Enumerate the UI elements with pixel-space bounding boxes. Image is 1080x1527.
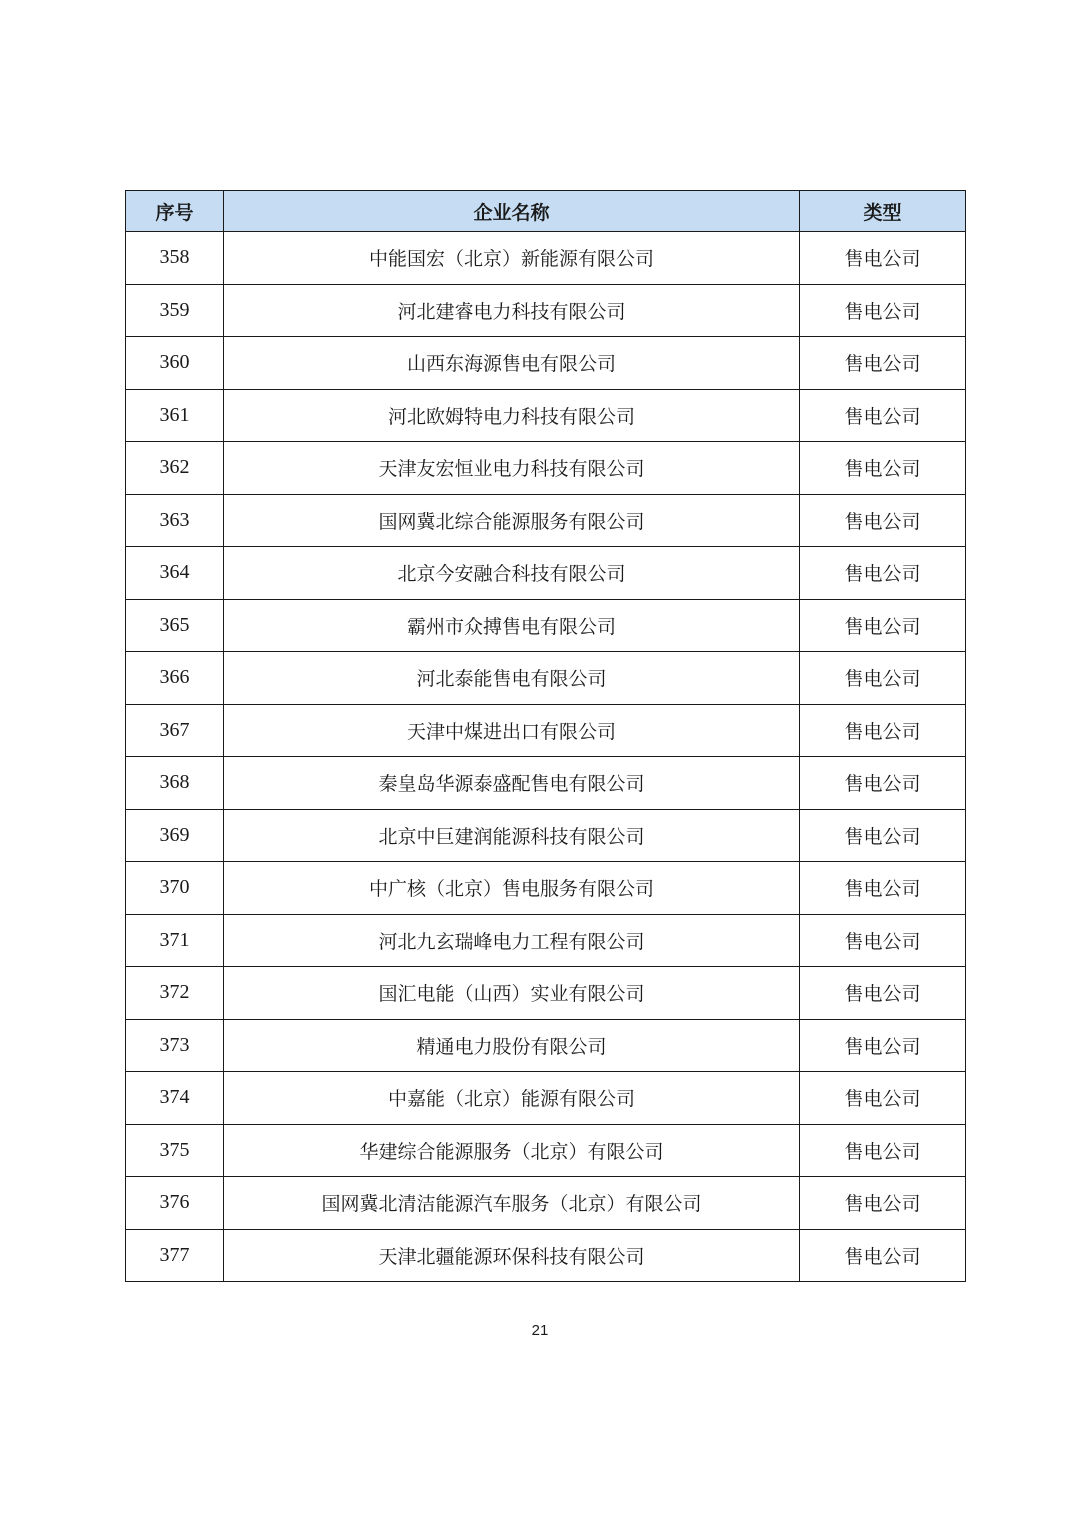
cell-company-name: 国汇电能（山西）实业有限公司 xyxy=(224,967,800,1020)
cell-type: 售电公司 xyxy=(800,1229,966,1282)
cell-serial-number: 367 xyxy=(126,704,224,757)
table-row xyxy=(126,1177,966,1230)
cell-company-name: 天津北疆能源环保科技有限公司 xyxy=(224,1229,800,1282)
cell-type: 售电公司 xyxy=(800,967,966,1020)
cell-type: 售电公司 xyxy=(800,389,966,442)
cell-company-name: 河北欧姆特电力科技有限公司 xyxy=(224,389,800,442)
table-row xyxy=(126,232,966,285)
header-serial-number: 序号 xyxy=(126,191,224,232)
table-row xyxy=(126,914,966,967)
cell-company-name: 中能国宏（北京）新能源有限公司 xyxy=(224,232,800,285)
cell-serial-number: 370 xyxy=(126,862,224,915)
table-row xyxy=(126,599,966,652)
cell-type: 售电公司 xyxy=(800,809,966,862)
cell-company-name: 北京中巨建润能源科技有限公司 xyxy=(224,809,800,862)
cell-serial-number: 376 xyxy=(126,1177,224,1230)
cell-company-name: 国网冀北综合能源服务有限公司 xyxy=(224,494,800,547)
cell-serial-number: 368 xyxy=(126,757,224,810)
cell-serial-number: 364 xyxy=(126,547,224,600)
cell-type: 售电公司 xyxy=(800,652,966,705)
table-row xyxy=(126,389,966,442)
page-number: 21 xyxy=(531,1322,549,1339)
cell-serial-number: 360 xyxy=(126,337,224,390)
company-list-table xyxy=(125,190,966,1282)
table-row xyxy=(126,1229,966,1282)
cell-type: 售电公司 xyxy=(800,704,966,757)
table-row xyxy=(126,862,966,915)
cell-company-name: 中广核（北京）售电服务有限公司 xyxy=(224,862,800,915)
cell-type: 售电公司 xyxy=(800,547,966,600)
cell-type: 售电公司 xyxy=(800,1177,966,1230)
cell-serial-number: 374 xyxy=(126,1072,224,1125)
table-row xyxy=(126,1124,966,1177)
cell-serial-number: 375 xyxy=(126,1124,224,1177)
cell-serial-number: 365 xyxy=(126,599,224,652)
cell-serial-number: 363 xyxy=(126,494,224,547)
table-row xyxy=(126,809,966,862)
cell-company-name: 华建综合能源服务（北京）有限公司 xyxy=(224,1124,800,1177)
cell-company-name: 天津中煤进出口有限公司 xyxy=(224,704,800,757)
cell-serial-number: 377 xyxy=(126,1229,224,1282)
cell-company-name: 北京今安融合科技有限公司 xyxy=(224,547,800,600)
cell-type: 售电公司 xyxy=(800,337,966,390)
cell-company-name: 河北九玄瑞峰电力工程有限公司 xyxy=(224,914,800,967)
header-row xyxy=(126,191,966,232)
table-row xyxy=(126,704,966,757)
cell-company-name: 天津友宏恒业电力科技有限公司 xyxy=(224,442,800,495)
cell-company-name: 河北泰能售电有限公司 xyxy=(224,652,800,705)
cell-type: 售电公司 xyxy=(800,914,966,967)
table-row xyxy=(126,284,966,337)
header-company-name: 企业名称 xyxy=(224,191,800,232)
table-header xyxy=(126,191,966,232)
table-row xyxy=(126,652,966,705)
cell-company-name: 中嘉能（北京）能源有限公司 xyxy=(224,1072,800,1125)
cell-type: 售电公司 xyxy=(800,599,966,652)
cell-company-name: 秦皇岛华源泰盛配售电有限公司 xyxy=(224,757,800,810)
cell-type: 售电公司 xyxy=(800,1124,966,1177)
cell-serial-number: 366 xyxy=(126,652,224,705)
table-row xyxy=(126,442,966,495)
cell-type: 售电公司 xyxy=(800,1019,966,1072)
cell-serial-number: 358 xyxy=(126,232,224,285)
cell-type: 售电公司 xyxy=(800,442,966,495)
cell-company-name: 国网冀北清洁能源汽车服务（北京）有限公司 xyxy=(224,1177,800,1230)
cell-serial-number: 361 xyxy=(126,389,224,442)
table-row xyxy=(126,1019,966,1072)
cell-serial-number: 359 xyxy=(126,284,224,337)
cell-type: 售电公司 xyxy=(800,494,966,547)
cell-company-name: 霸州市众搏售电有限公司 xyxy=(224,599,800,652)
cell-serial-number: 371 xyxy=(126,914,224,967)
cell-serial-number: 362 xyxy=(126,442,224,495)
table-row xyxy=(126,757,966,810)
table-row xyxy=(126,547,966,600)
cell-company-name: 精通电力股份有限公司 xyxy=(224,1019,800,1072)
cell-type: 售电公司 xyxy=(800,757,966,810)
cell-type: 售电公司 xyxy=(800,284,966,337)
cell-serial-number: 369 xyxy=(126,809,224,862)
table-row xyxy=(126,1072,966,1125)
table-row xyxy=(126,967,966,1020)
cell-type: 售电公司 xyxy=(800,232,966,285)
table-row xyxy=(126,337,966,390)
cell-company-name: 山西东海源售电有限公司 xyxy=(224,337,800,390)
cell-serial-number: 372 xyxy=(126,967,224,1020)
table-body xyxy=(126,232,966,1282)
header-type: 类型 xyxy=(800,191,966,232)
table-row xyxy=(126,494,966,547)
cell-type: 售电公司 xyxy=(800,1072,966,1125)
cell-serial-number: 373 xyxy=(126,1019,224,1072)
cell-company-name: 河北建睿电力科技有限公司 xyxy=(224,284,800,337)
cell-type: 售电公司 xyxy=(800,862,966,915)
